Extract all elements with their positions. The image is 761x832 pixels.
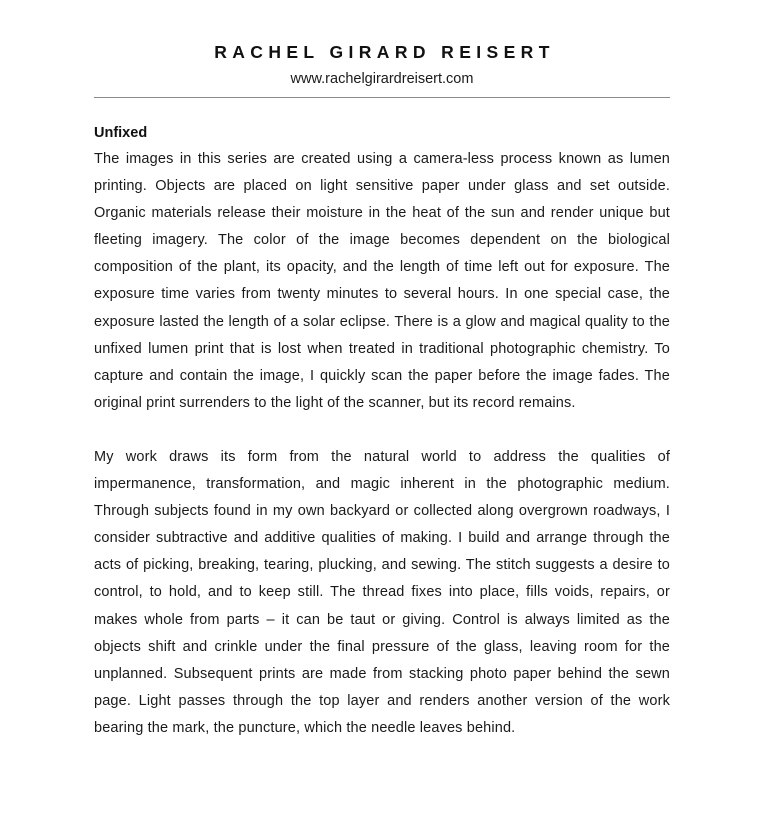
header-divider: [94, 97, 670, 98]
statement-paragraph-2: My work draws its form from the natural world to address the qualities of impermanence, transformation, and magic inherent in the photographic medium. Through subjects found in my own backyard or collected along overgrown roadways, I consider subtractive and additive qualities of making. I build and arrange through the acts of picking, breaking, tearing, plucking, and sewing. The stitch suggests a desire to control, to hold, and to keep still. The thread fixes into place, fills voids, repairs, or makes whole from parts – it can be taut or giving. Control is always limited as the objects shift and crinkle under the final pressure of the glass, leaving room for the unplanned. Subsequent prints are made from stacking photo paper behind the sewn page. Light passes through the top layer and renders another version of the work bearing the mark, the puncture, which the needle leaves behind.: [94, 448, 670, 736]
statement-paragraph-1: The images in this series are created using a camera-less process known as lumen printing. Objects are placed on light sensitive paper under glass and set outside. Organic materials release their moisture in the heat of the sun and render unique but fleeting imagery. The color of the image becomes dependent on the biological composition of the plant, its opacity, and the length of time left out for exposure. The exposure time varies from twenty minutes to several hours. In one special case, the exposure lasted the length of a solar eclipse. There is a glow and magical quality to the unfixed lumen print that is lost when treated in traditional photographic chemistry. To capture and contain the image, I quickly scan the paper before the image fades. The original print surrenders to the light of the scanner, but its record remains.: [94, 151, 670, 411]
section-title: Unfixed: [94, 125, 148, 141]
website-link[interactable]: www.rachelgirardreisert.com: [290, 71, 474, 87]
artist-name: RACHEL GIRARD REISERT: [214, 42, 555, 62]
document-page: [94, 0, 670, 742]
